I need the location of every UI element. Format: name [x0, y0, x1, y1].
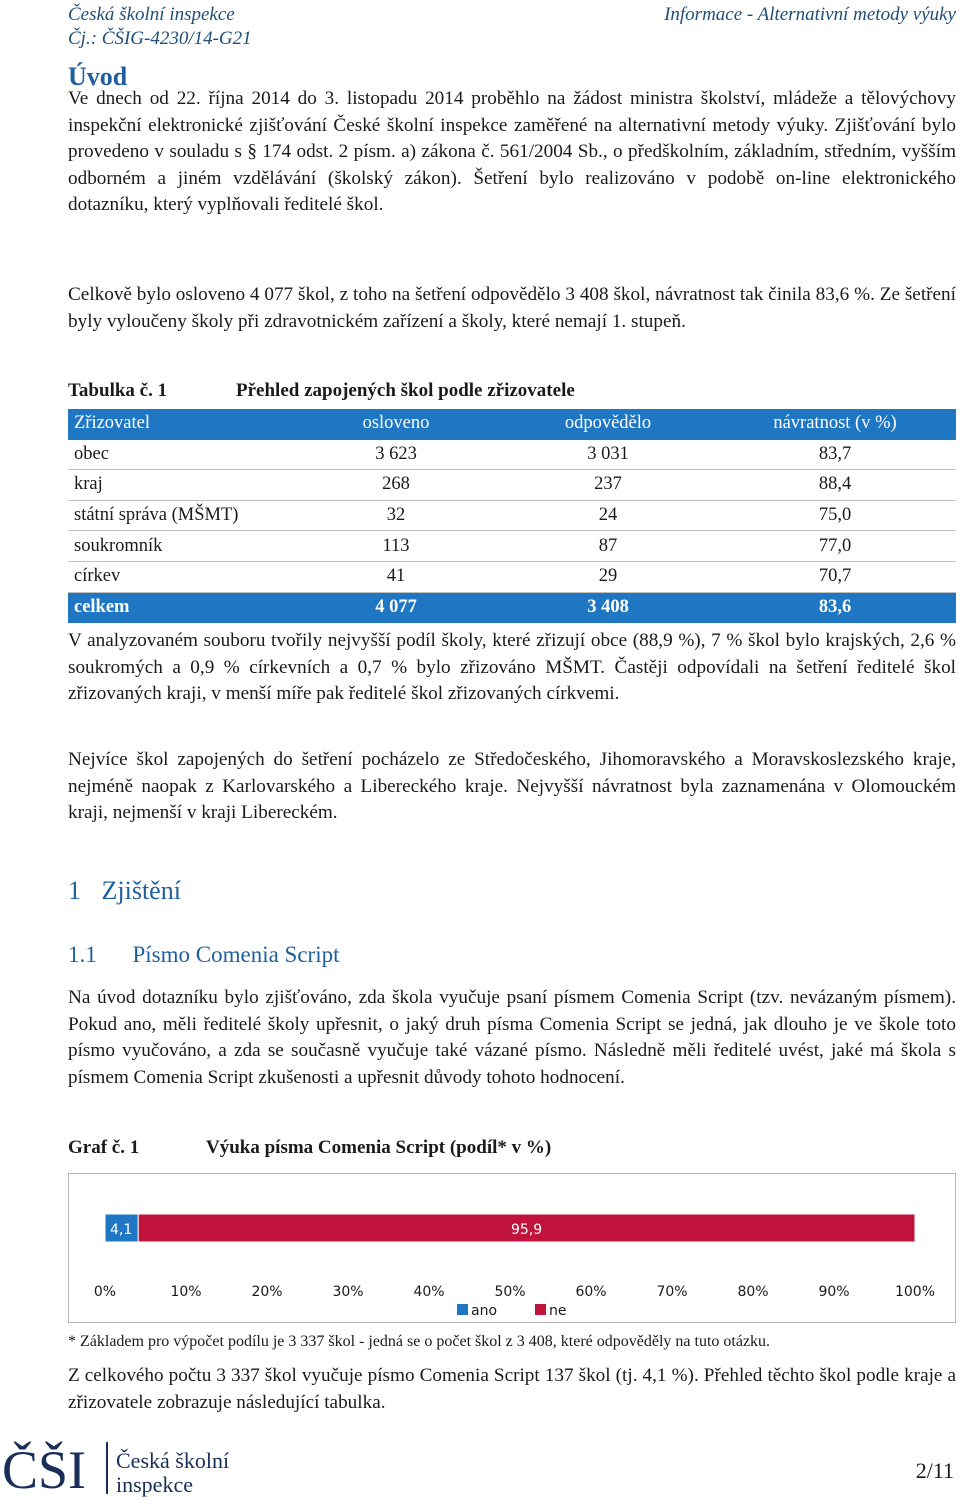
- legend-swatch-ne: [535, 1304, 546, 1315]
- legend-label-ano: ano: [471, 1303, 498, 1319]
- col-contacted: osloveno: [290, 409, 502, 439]
- analysis-paragraph-2: Nejvíce škol zapojených do šetření pocházelo ze Středočeského, Jihomoravského a Moravskoslezského kraje, nejméně naopak z Karlovarského a Libereckého kraje. Nejvyšší návratnost byla zaznamenána v Olomouckém kraji, nejmenší v kraji Libereckém.: [68, 749, 956, 824]
- cell-total-responded: 3 408: [502, 592, 714, 623]
- heading-uvod: Úvod: [68, 62, 128, 91]
- cell-responded: 237: [502, 470, 714, 501]
- table-total-row: [68, 592, 956, 623]
- intro-paragraph-1: Ve dnech od 22. října 2014 do 3. listopadu 2014 proběhlo na žádost ministra školství, mládeže a tělovýchovy inspekční elektronické zjišťování České školní inspekce zaměřené na alternativní metody výuky. Zjišťování bylo provedeno v souladu s § 174 odst. 2 písm. a) zákona č. 561/2004 Sb., o předškolním, základním, středním, vyšším odborném a jiném vzdělávání (školský zákon). Šetření bylo realizováno v podobě on-line elektronického dotazníku, který vyplňovali ředitelé škol.: [68, 88, 956, 216]
- table-label: Tabulka č. 1: [68, 380, 168, 401]
- cell-return-rate: 88,4: [714, 470, 956, 501]
- x-tick-label: 0%: [93, 1284, 117, 1300]
- x-tick-label: 60%: [575, 1284, 607, 1300]
- intro-paragraph-2: Celkově bylo osloveno 4 077 škol, z toho na šetření odpovědělo 3 408 škol, návratnost tak činila 83,6 %. Ze šetření byly vyloučeny školy při zdravotnickém zařízení a školy, které nemají 1. stupeň.: [68, 284, 956, 332]
- x-tick-label: 50%: [494, 1284, 526, 1300]
- closing-paragraph: Z celkového počtu 3 337 škol vyučuje písmo Comenia Script 137 škol (tj. 4,1 %). Přehled těchto škol podle kraje a zřizovatele zobrazuje následující tabulka.: [68, 1365, 956, 1413]
- x-tick-label: 90%: [818, 1284, 850, 1300]
- logo-text-line-1: Česká školní: [116, 1448, 230, 1473]
- cell-total-return-rate: 83,6: [714, 592, 956, 623]
- logo-mark: ČŠI: [2, 1440, 87, 1500]
- graph-footnote: * Základem pro výpočet podílu je 3 337 škol - jedná se o počet škol z 3 408, které odpověděly na tuto otázku.: [68, 1333, 771, 1350]
- x-tick-label: 10%: [170, 1284, 202, 1300]
- legend-swatch-ano: [457, 1304, 468, 1315]
- legend-label-ne: ne: [549, 1303, 567, 1319]
- cell-founder: státní správa (MŠMT): [68, 500, 290, 531]
- cell-contacted: 41: [290, 561, 502, 592]
- table-row: [68, 470, 956, 501]
- cell-founder: kraj: [68, 470, 290, 501]
- logo-text-line-2: inspekce: [116, 1472, 193, 1497]
- section-1-heading: [68, 876, 181, 906]
- header-title: Informace - Alternativní metody výuky: [664, 4, 956, 25]
- x-tick-label: 40%: [413, 1284, 445, 1300]
- cell-total-label: celkem: [68, 592, 290, 623]
- founder-table: [68, 409, 956, 623]
- section-1-1-number: 1.1: [68, 942, 97, 967]
- table-row: [68, 439, 956, 470]
- section-1-1-paragraph: Na úvod dotazníku bylo zjišťováno, zda škola vyučuje psaní písmem Comenia Script (tzv. nevázaným písmem). Pokud ano, měli ředitelé školy upřesnit, o jaký druh písma Comenia Script se jedná, jak dlouho je ve škole toto písmo vyučováno, a zda se současně vyučuje také vázané písmo. Následně měli ředitelé uvést, jaké má škola s písmem Comenia Script zkušenosti a upřesnit důvody tohoto hodnocení.: [68, 987, 956, 1088]
- cell-return-rate: 77,0: [714, 531, 956, 562]
- section-1-1-title: Písmo Comenia Script: [132, 942, 340, 967]
- cell-responded: 29: [502, 561, 714, 592]
- graph-title: Výuka písma Comenia Script (podíl* v %): [206, 1137, 552, 1158]
- graph-label: Graf č. 1: [68, 1137, 140, 1158]
- cell-founder: církev: [68, 561, 290, 592]
- table-title: Přehled zapojených škol podle zřizovatele: [236, 380, 575, 401]
- table-row: [68, 561, 956, 592]
- table-row: [68, 531, 956, 562]
- x-tick-label: 100%: [894, 1284, 936, 1300]
- analysis-paragraph-1: V analyzovaném souboru tvořily nejvyšší podíl školy, které zřizují obce (88,9 %), 7 % škol bylo krajských, 2,6 % soukromých a 0,9 % církevních a 0,7 % bylo zřizováno MŠMT. Častěji odpovídali na šetření ředitelé škol zřizovaných kraji, v menší míře pak ředitelé škol zřizovaných církvemi.: [68, 630, 956, 705]
- cell-founder: soukromník: [68, 531, 290, 562]
- col-return-rate: návratnost (v %): [714, 409, 956, 439]
- data-label-ne: 95,9: [511, 1222, 543, 1238]
- col-founder: Zřizovatel: [68, 409, 290, 439]
- table-row: [68, 500, 956, 531]
- cell-responded: 3 031: [502, 439, 714, 470]
- cell-responded: 24: [502, 500, 714, 531]
- x-tick-label: 80%: [737, 1284, 769, 1300]
- cell-total-contacted: 4 077: [290, 592, 502, 623]
- header-org: Česká školní inspekce: [68, 4, 235, 25]
- logo-divider: [106, 1442, 108, 1494]
- x-tick-label: 30%: [332, 1284, 364, 1300]
- page-number: 2/11: [915, 1458, 954, 1483]
- cell-return-rate: 83,7: [714, 439, 956, 470]
- col-responded: odpovědělo: [502, 409, 714, 439]
- cell-contacted: 32: [290, 500, 502, 531]
- chart-frame: [68, 1173, 956, 1323]
- csi-logo: [2, 1430, 232, 1505]
- cell-contacted: 3 623: [290, 439, 502, 470]
- cell-contacted: 268: [290, 470, 502, 501]
- section-1-title: Zjištění: [101, 876, 181, 905]
- x-tick-label: 20%: [251, 1284, 283, 1300]
- cell-contacted: 113: [290, 531, 502, 562]
- data-label-ano: 4,1: [110, 1222, 133, 1238]
- section-1-number: 1: [68, 876, 81, 905]
- cell-responded: 87: [502, 531, 714, 562]
- comenia-chart: [69, 1174, 955, 1322]
- cell-return-rate: 70,7: [714, 561, 956, 592]
- table-header-row: [68, 409, 956, 439]
- x-tick-label: 70%: [656, 1284, 688, 1300]
- cell-founder: obec: [68, 439, 290, 470]
- csi-logo-graphic: [2, 1430, 232, 1500]
- section-1-1-heading: [68, 942, 340, 968]
- cell-return-rate: 75,0: [714, 500, 956, 531]
- header-ref: Čj.: ČŠIG-4230/14-G21: [68, 28, 252, 49]
